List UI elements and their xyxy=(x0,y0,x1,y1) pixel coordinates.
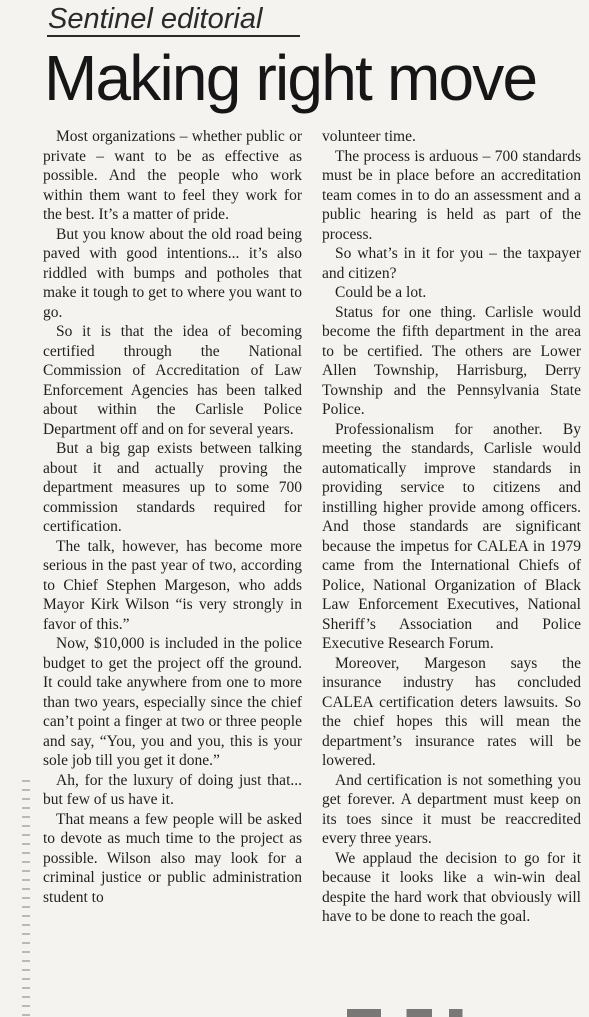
paragraph: Now, $10,000 is included in the police budget to get the project off the ground. It could take anywhere from one to more than two years, especially since the chief can’t point a finger at two or three people and say, “You, you and you, this is your sole job till you get it done.” xyxy=(43,635,302,769)
paragraph: Most organizations – whether public or private – want to be as effective as possible. And the people who work within them want to feel they work for the best. It’s a matter of pride. xyxy=(43,128,302,223)
cropped-text-fragment xyxy=(330,1009,500,1017)
paragraph: That means a few people will be asked to devote as much time to the project as possible. Wilson also may look for a criminal justice or public administration student to xyxy=(43,810,302,906)
paragraph-continuation: volunteer time. xyxy=(322,128,416,145)
paragraph: And certification is not something you get forever. A department must keep on its toes since it must be reaccredited every three years. xyxy=(322,771,581,847)
paragraph: Status for one thing. Carlisle would become the fifth department in the area to be certified. The others are Lower Allen Township, Harrisburg, Derry Township and the Pennsylvania State Police. xyxy=(322,303,581,418)
section-kicker: Sentinel editorial xyxy=(48,3,263,35)
scan-gutter-marks xyxy=(22,780,30,1017)
paragraph: Ah, for the luxury of doing just that... but few of us have it. xyxy=(43,771,302,808)
paragraph: Professionalism for another. By meeting the standards, Carlisle would automatically improve standards in providing service to citizens and instilling higher provide among officers. And those standards are significant because the impetus for CALEA in 1979 came from the International Chiefs of Police, National Organization of Black Law Enforcement Executives, National Sheriff’s Association and Police Executive Research Forum. xyxy=(322,420,581,652)
paragraph: But you know about the old road being paved with good intentions... it’s also riddled with bumps and potholes that make it tough to get to where you want to go. xyxy=(43,225,302,321)
paragraph: Could be a lot. xyxy=(335,284,427,301)
paragraph: The process is arduous – 700 standards must be in place before an accreditation team comes in to do an assessment and a public hearing is held as part of the process. xyxy=(322,147,581,243)
paragraph: So it is that the idea of becoming certified through the National Commission of Accreditation of Law Enforcement Agencies has been talked about within the Carlisle Police Department off and on for several years. xyxy=(43,323,302,438)
paragraph: But a big gap exists between talking about it and actually proving the department measures up to some 700 commission standards required for certification. xyxy=(43,440,302,535)
paragraph: We applaud the decision to go for it because it looks like a win-win deal despite the hard work that obviously will have to be done to reach the goal. xyxy=(322,849,581,925)
paragraph: So what’s in it for you – the taxpayer and citizen? xyxy=(322,245,581,282)
kicker-underline xyxy=(47,35,300,37)
left-column xyxy=(43,127,302,907)
headline: Making right move xyxy=(44,42,537,114)
paragraph: The talk, however, has become more serious in the past year of two, according to Chief Stephen Margeson, who adds Mayor Kirk Wilson “is very strongly in favor of this.” xyxy=(43,537,302,633)
paragraph: Moreover, Margeson says the insurance industry has concluded CALEA certification deters lawsuits. So the chief hopes this will mean the department’s insurance rates will be lowered. xyxy=(322,654,581,769)
right-column xyxy=(322,127,581,927)
